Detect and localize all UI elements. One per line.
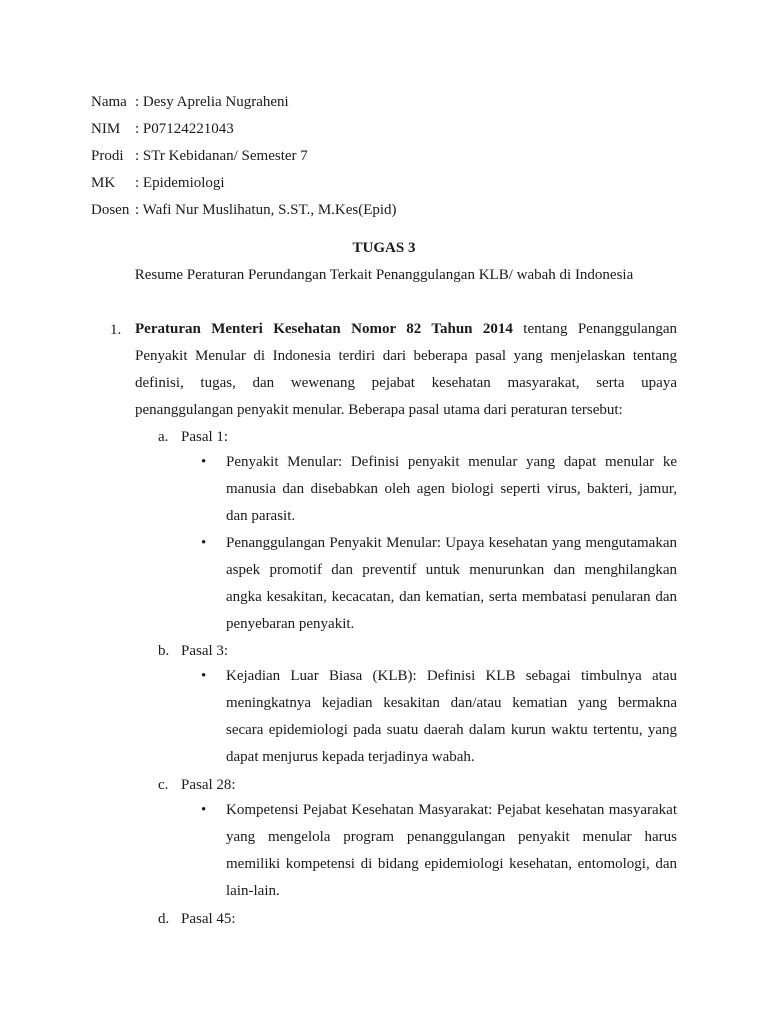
info-value: : STr Kebidanan/ Semester 7 (135, 148, 308, 164)
info-value: : P07124221043 (135, 121, 234, 137)
info-value: : Wafi Nur Muslihatun, S.ST., M.Kes(Epid) (135, 202, 397, 218)
info-key: Dosen (91, 202, 130, 218)
info-row-dosen (91, 200, 397, 220)
info-row-nim (91, 119, 234, 139)
paragraph-line: penanggulangan penyakit menular. Beberapa pasal utama dari peraturan tersebut: (135, 402, 623, 418)
info-row-nama (91, 92, 289, 112)
list-number: 1. (110, 322, 122, 338)
bullet-icon: • (201, 802, 207, 818)
info-value: : Epidemiologi (135, 175, 225, 191)
bullet-item: Penyakit Menular: Definisi penyakit menular yang dapat menular ke manusia dan disebabkan oleh agen biologi seperti virus, bakteri, jamur, dan parasit. (226, 454, 677, 524)
section-heading-c: c. Pasal 28: (158, 777, 236, 793)
section-heading-b: b. Pasal 3: (158, 643, 229, 659)
info-key: Nama (91, 94, 127, 110)
info-row-prodi (91, 146, 308, 166)
document-title: TUGAS 3 (352, 240, 416, 256)
item-paragraph (135, 316, 677, 424)
bullet-item: Penanggulangan Penyakit Menular: Upaya kesehatan yang mengutamakan aspek promotif dan preventif untuk menurunkan dan menghilangkan angka kesakitan, kecacatan, dan kematian, serta membatasi penularan dan penyebaran penyakit. (226, 535, 677, 632)
bullet-icon: • (201, 454, 207, 470)
info-key: Prodi (91, 148, 124, 164)
bullet-item: Kompetensi Pejabat Kesehatan Masyarakat: Pejabat kesehatan masyarakat yang mengelola program penanggulangan penyakit menular harus memiliki kompetensi di bidang epidemiologi kesehatan, entomologi, dan lain-lain. (226, 802, 677, 899)
info-value: : Desy Aprelia Nugraheni (135, 94, 289, 110)
paragraph-line: Penyakit Menular di Indonesia terdiri dari beberapa pasal yang menjelaskan tentang (135, 348, 677, 364)
bullet-icon: • (201, 668, 207, 684)
section-heading-d: d. Pasal 45: (158, 911, 236, 927)
paragraph-line: definisi, tugas, dan wewenang pejabat kesehatan masyarakat, serta upaya (135, 375, 677, 391)
bullet-item: Kejadian Luar Biasa (KLB): Definisi KLB sebagai timbulnya atau meningkatnya kejadian kesakitan dan/atau kematian yang bermakna secara epidemiologi pada suatu daerah dalam kurun waktu tertentu, yang dapat menjurus kepada terjadinya wabah. (226, 668, 677, 765)
paragraph-line: Peraturan Menteri Kesehatan Nomor 82 Tahun 2014 tentang Penanggulangan (135, 321, 677, 337)
info-key: MK (91, 175, 116, 191)
info-row-mk (91, 173, 225, 193)
section-heading-a: a. Pasal 1: (158, 429, 229, 445)
document-subtitle: Resume Peraturan Perundangan Terkait Penanggulangan KLB/ wabah di Indonesia (134, 267, 634, 283)
regulation-name: Peraturan Menteri Kesehatan Nomor 82 Tahun 2014 (135, 321, 513, 337)
info-key: NIM (91, 121, 121, 137)
bullet-icon: • (201, 535, 207, 551)
